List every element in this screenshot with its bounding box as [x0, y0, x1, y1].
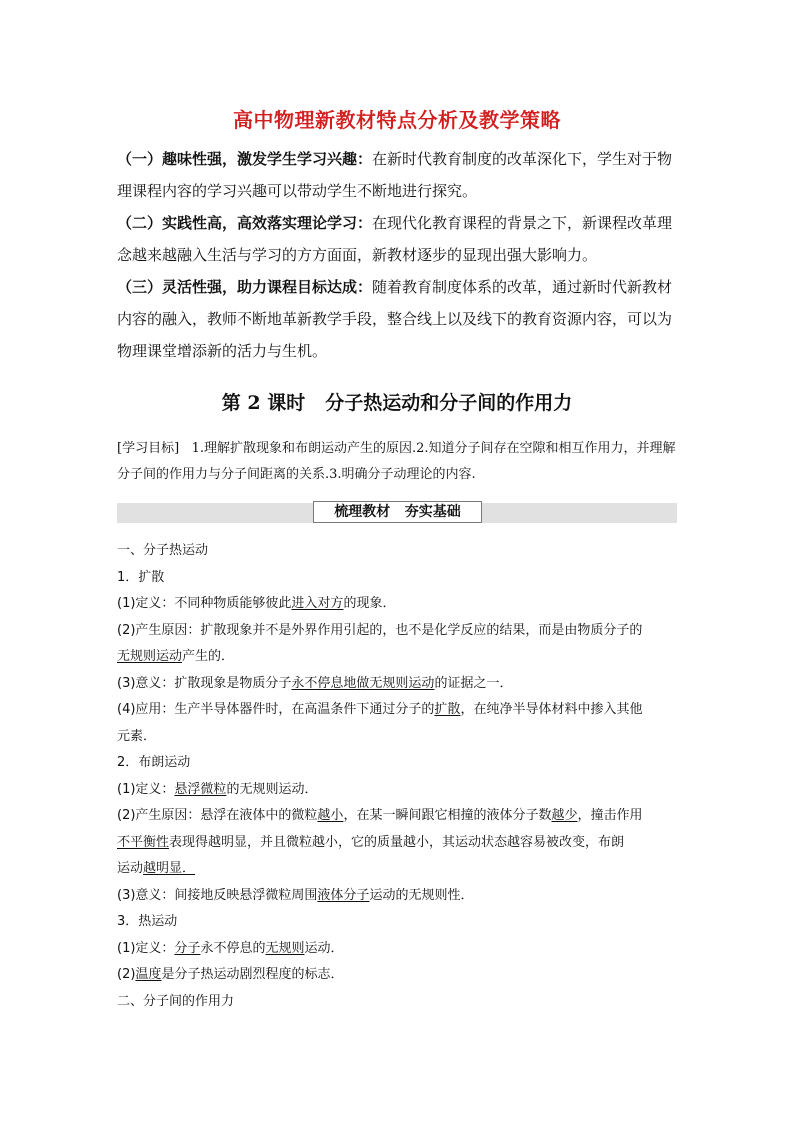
intro-text-3: 随着教育制度体系的改革，通过新时代新教材内容的融入，教师不断地革新教学手段，整合线上以及线下的教育资源内容，可以为物理课堂增添新的活力与生机。: [117, 278, 673, 360]
intro-text-1: 在新时代教育制度的改革深化下，学生对于物理课程内容的学习兴趣可以带动学生不断地进行探究。: [117, 150, 673, 200]
brownian-cause-line-1: (2)产生原因：悬浮在液体中的微粒越小，在某一瞬间跟它相撞的液体分子数越少，撞击作用: [117, 808, 643, 823]
intro-paragraph-2: [117, 207, 677, 271]
learning-goals: [117, 436, 677, 488]
intro-lead-1: （一）趣味性强，激发学生学习兴趣：: [117, 150, 373, 168]
diffusion-cause-line-2: 无规则运动产生的．: [117, 649, 235, 664]
blank-answer: 悬浮微粒: [174, 781, 227, 797]
thermal-temperature: (2)温度是分子热运动剧烈程度的标志．: [117, 967, 344, 982]
heading-intermolecular-force: 二、分子间的作用力: [117, 993, 235, 1009]
subheading-thermal-motion: 3．热运动: [117, 914, 178, 929]
brownian-meaning: (3)意义：间接地反映悬浮微粒周围液体分子运动的无规则性．: [117, 887, 474, 903]
blank-answer: 不平衡性: [117, 834, 170, 850]
blank-answer: 进入对方: [291, 596, 344, 611]
brownian-cause-line-2: 不平衡性表现得越明显，并且微粒越小，它的质量越小，其运动状态越容易被改变，布朗: [117, 834, 625, 850]
diffusion-meaning: (3)意义：扩散现象是物质分子永不停息地做无规则运动的证据之一．: [117, 675, 513, 691]
intro-lead-3: （三）灵活性强，助力课程目标达成：: [117, 278, 373, 296]
section-band-label: 梳理教材 夯实基础: [313, 501, 482, 523]
blank-answer: 越少: [551, 808, 578, 823]
blank-answer: 永不停息地做无规则运动: [291, 675, 435, 691]
diffusion-application-line-1: (4)应用：生产半导体器件时，在高温条件下通过分子的扩散，在纯净半导体材料中掺入其他: [117, 702, 643, 717]
intro-paragraph-3: [117, 271, 677, 367]
blank-answer: 分子: [174, 940, 201, 956]
thermal-definition: (1)定义：分子永不停息的无规则运动．: [117, 940, 344, 956]
blank-answer: 越小: [317, 808, 344, 823]
blank-answer: 无规则运动: [117, 649, 183, 664]
heading-molecular-motion: 一、分子热运动: [117, 543, 209, 558]
goals-label: [学习目标]: [117, 441, 180, 456]
goals-text: 1.理解扩散现象和布朗运动产生的原因.2.知道分子间存在空隙和相互作用力，并理解分子间的作用力与分子间距离的关系.3.明确分子动理论的内容.: [117, 441, 676, 482]
subheading-brownian-motion: 2．布朗运动: [117, 755, 191, 770]
blank-answer: 无规则: [265, 940, 305, 956]
lesson-title: [0, 388, 794, 415]
blank-answer: 越明显．: [143, 861, 196, 876]
page-title: 高中物理新教材特点分析及教学策略: [233, 108, 561, 132]
intro-lead-2: （二）实践性高，高效落实理论学习：: [117, 214, 373, 232]
diffusion-definition: (1)定义：不同种物质能够彼此进入对方的现象．: [117, 596, 396, 611]
intro-paragraph-1: [117, 143, 677, 207]
blank-answer: 温度: [135, 967, 162, 982]
subheading-diffusion: 1．扩散: [117, 569, 165, 585]
lesson-number: 第 2 课时: [221, 392, 306, 414]
brownian-cause-line-3: 运动越明显．: [117, 861, 196, 876]
brownian-definition: (1)定义：悬浮微粒的无规则运动．: [117, 781, 318, 797]
blank-answer: 液体分子: [317, 887, 370, 903]
lesson-name: 分子热运动和分子间的作用力: [325, 392, 573, 414]
content-body: [117, 538, 682, 1015]
intro-text-2: 在现代化教育课程的背景之下，新课程改革理念越来越融入生活与学习的方方面面，新教材逐步的显现出强大影响力。: [117, 214, 673, 264]
blank-answer: 扩散: [434, 702, 461, 717]
diffusion-cause-line-1: (2)产生原因：扩散现象并不是外界作用引起的，也不是化学反应的结果，而是由物质分子的: [117, 622, 643, 638]
diffusion-application-line-2: 元素．: [117, 728, 157, 744]
